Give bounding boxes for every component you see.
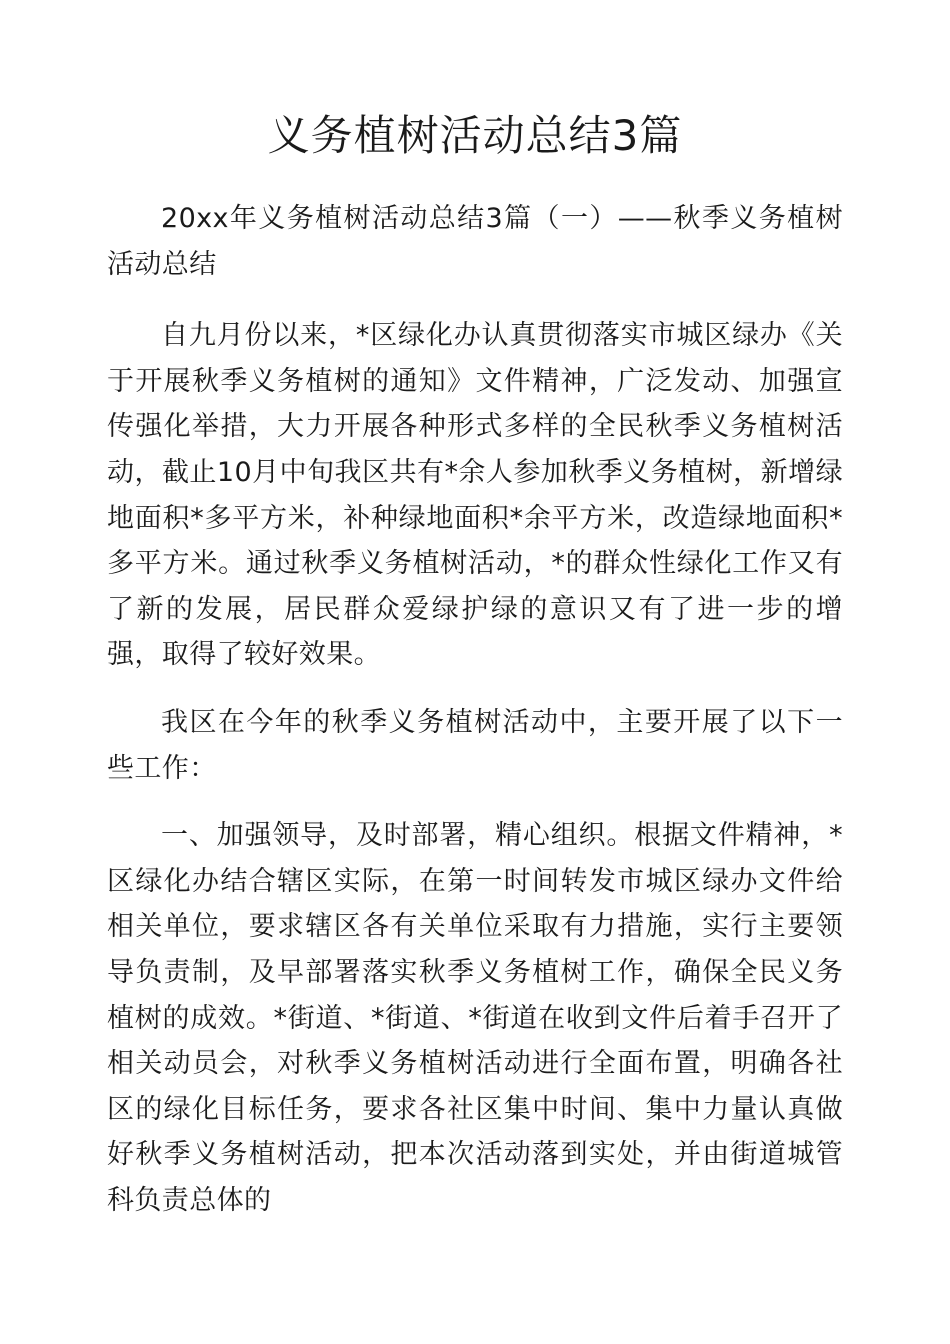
document-body bbox=[107, 196, 843, 1245]
paragraph-intro: 自九月份以来，*区绿化办认真贯彻落实市城区绿办《关于开展秋季义务植树的通知》文件精神，广泛发动、加强宣传强化举措，大力开展各种形式多样的全民秋季义务植树活动，截止10月中旬我区共有*余人参加秋季义务植树，新增绿地面积*多平方米，补种绿地面积*余平方米，改造绿地面积*多平方米。通过秋季义务植树活动，*的群众性绿化工作又有了新的发展，居民群众爱绿护绿的意识又有了进一步的增强，取得了较好效果。 bbox=[107, 320, 843, 671]
paragraph-section-one: 一、加强领导，及时部署，精心组织。根据文件精神，*区绿化办结合辖区实际，在第一时间转发市城区绿办文件给相关单位，要求辖区各有关单位采取有力措施，实行主要领导负责制，及早部署落实秋季义务植树工作，确保全民义务植树的成效。*街道、*街道、*街道在收到文件后着手召开了相关动员会，对秋季义务植树活动进行全面布置，明确各社区的绿化目标任务，要求各社区集中时间、集中力量认真做好秋季义务植树活动，把本次活动落到实处，并由街道城管科负责总体的 bbox=[107, 820, 843, 1216]
document-subtitle: 20xx年义务植树活动总结3篇（一）——秋季义务植树活动总结 bbox=[107, 203, 843, 280]
document-title: 义务植树活动总结3篇 bbox=[267, 111, 683, 160]
paragraph-work-overview: 我区在今年的秋季义务植树活动中，主要开展了以下一些工作： bbox=[107, 706, 843, 784]
